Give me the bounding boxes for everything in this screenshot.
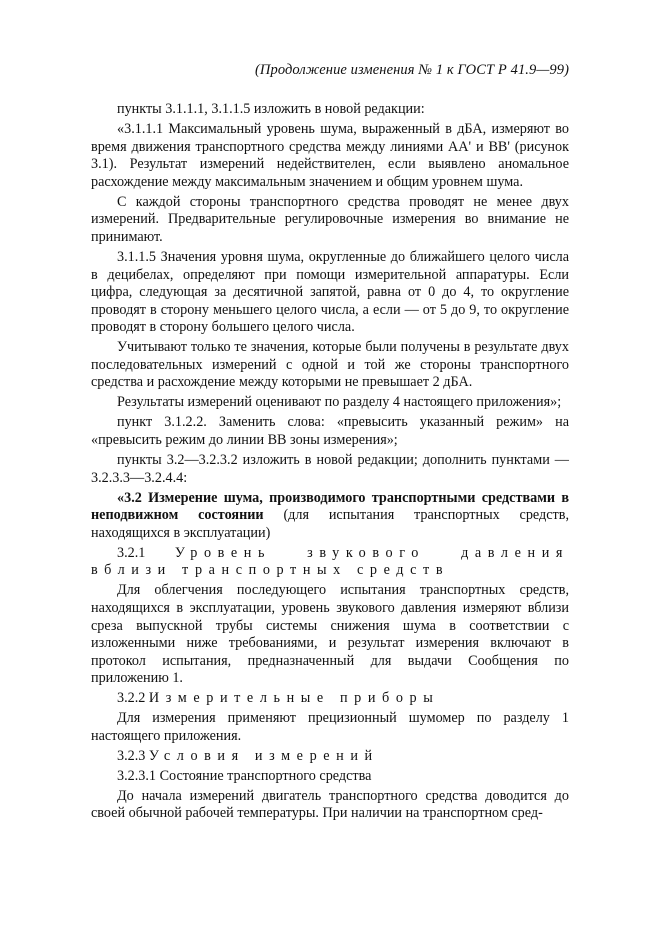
section-3-2-note: (для испытания транспортных средств, находящихся в эксплуатации): [91, 507, 569, 541]
section-number: 3.2.2: [117, 690, 146, 707]
paragraph: пункт 3.1.2.2. Заменить слова: «превысить указанный режим» на «превысить режим до линии ВВ зоны измерения»;: [91, 414, 569, 449]
paragraph: Для облегчения последующего испытания транспортных средств, находящихся в эксплуатации, уровень звукового давления измеряют вблизи среза выпускной трубы системы снижения шума в соответствии с изложенными ниже требованиями, и результат измерения включают в протокол испытания, предназначенный для выдачи Сообщения по приложению 1.: [91, 582, 569, 687]
section-3-2-heading: [91, 490, 569, 543]
paragraph: С каждой стороны транспортного средства проводят не менее двух измерений. Предварительные регулировочные измерения во внимание не принимают.: [91, 193, 569, 245]
section-title-spaced: Условия измерений: [148, 747, 379, 764]
section-3-2-title: «3.2 Измерение шума, производимого транспортными средствами в неподвижном состоянии: [91, 489, 569, 524]
paragraph: 3.1.1.5 Значения уровня шума, округленные до ближайшего целого числа в децибелах, определяют при помощи измерительной аппаратуры. Если цифра, следующая за десятичной запятой, равна от 0 до 4, то округление проводят в сторону меньшего целого числа, а если — от 5 до 9, то округление проводят в сторону большего целого числа.: [91, 248, 569, 336]
section-title-spaced: Уровень звукового давления вблизи транспортных средств: [91, 544, 570, 579]
section-3-2-3-heading: [91, 748, 569, 766]
page-header: (Продолжение изменения № 1 к ГОСТ Р 41.9—99): [254, 62, 569, 78]
paragraph: пункты 3.2—3.2.3.2 изложить в новой редакции; дополнить пунктами — 3.2.3.3—3.2.4.4:: [91, 452, 569, 486]
paragraph: Учитывают только те значения, которые были получены в результате двух последовательных измерений с одной и той же стороны транспортного средства и расхождение между которыми не превышает 2 дБА.: [91, 339, 569, 391]
section-number: 3.2.1: [117, 544, 146, 561]
paragraph: До начала измерений двигатель транспортного средства доводится до своей обычной рабочей температуры. При наличии на транспортном сред-: [91, 787, 569, 822]
section-3-2-2-heading: [91, 690, 569, 708]
document-page: [91, 62, 569, 825]
paragraph: «3.1.1.1 Максимальный уровень шума, выраженный в дБА, измеряют во время движения транспортного средства между линиями АА' и ВВ' (рисунок 3.1). Результат измерений недействителен, если выявлено аномальное расхождение между максимальным значением и общим уровнем шума.: [91, 120, 569, 190]
paragraph: Результаты измерений оценивают по разделу 4 настоящего приложения»;: [117, 394, 562, 411]
paragraph: пункты 3.1.1.1, 3.1.1.5 изложить в новой редакции:: [117, 101, 425, 117]
paragraph: 3.2.3.1 Состояние транспортного средства: [117, 767, 372, 784]
section-3-2-1-heading: [91, 545, 569, 580]
section-number: 3.2.3: [117, 747, 146, 764]
paragraph: Для измерения применяют прецизионный шумомер по разделу 1 настоящего приложения.: [91, 710, 569, 744]
section-title-spaced: Измерительные приборы: [148, 690, 440, 707]
